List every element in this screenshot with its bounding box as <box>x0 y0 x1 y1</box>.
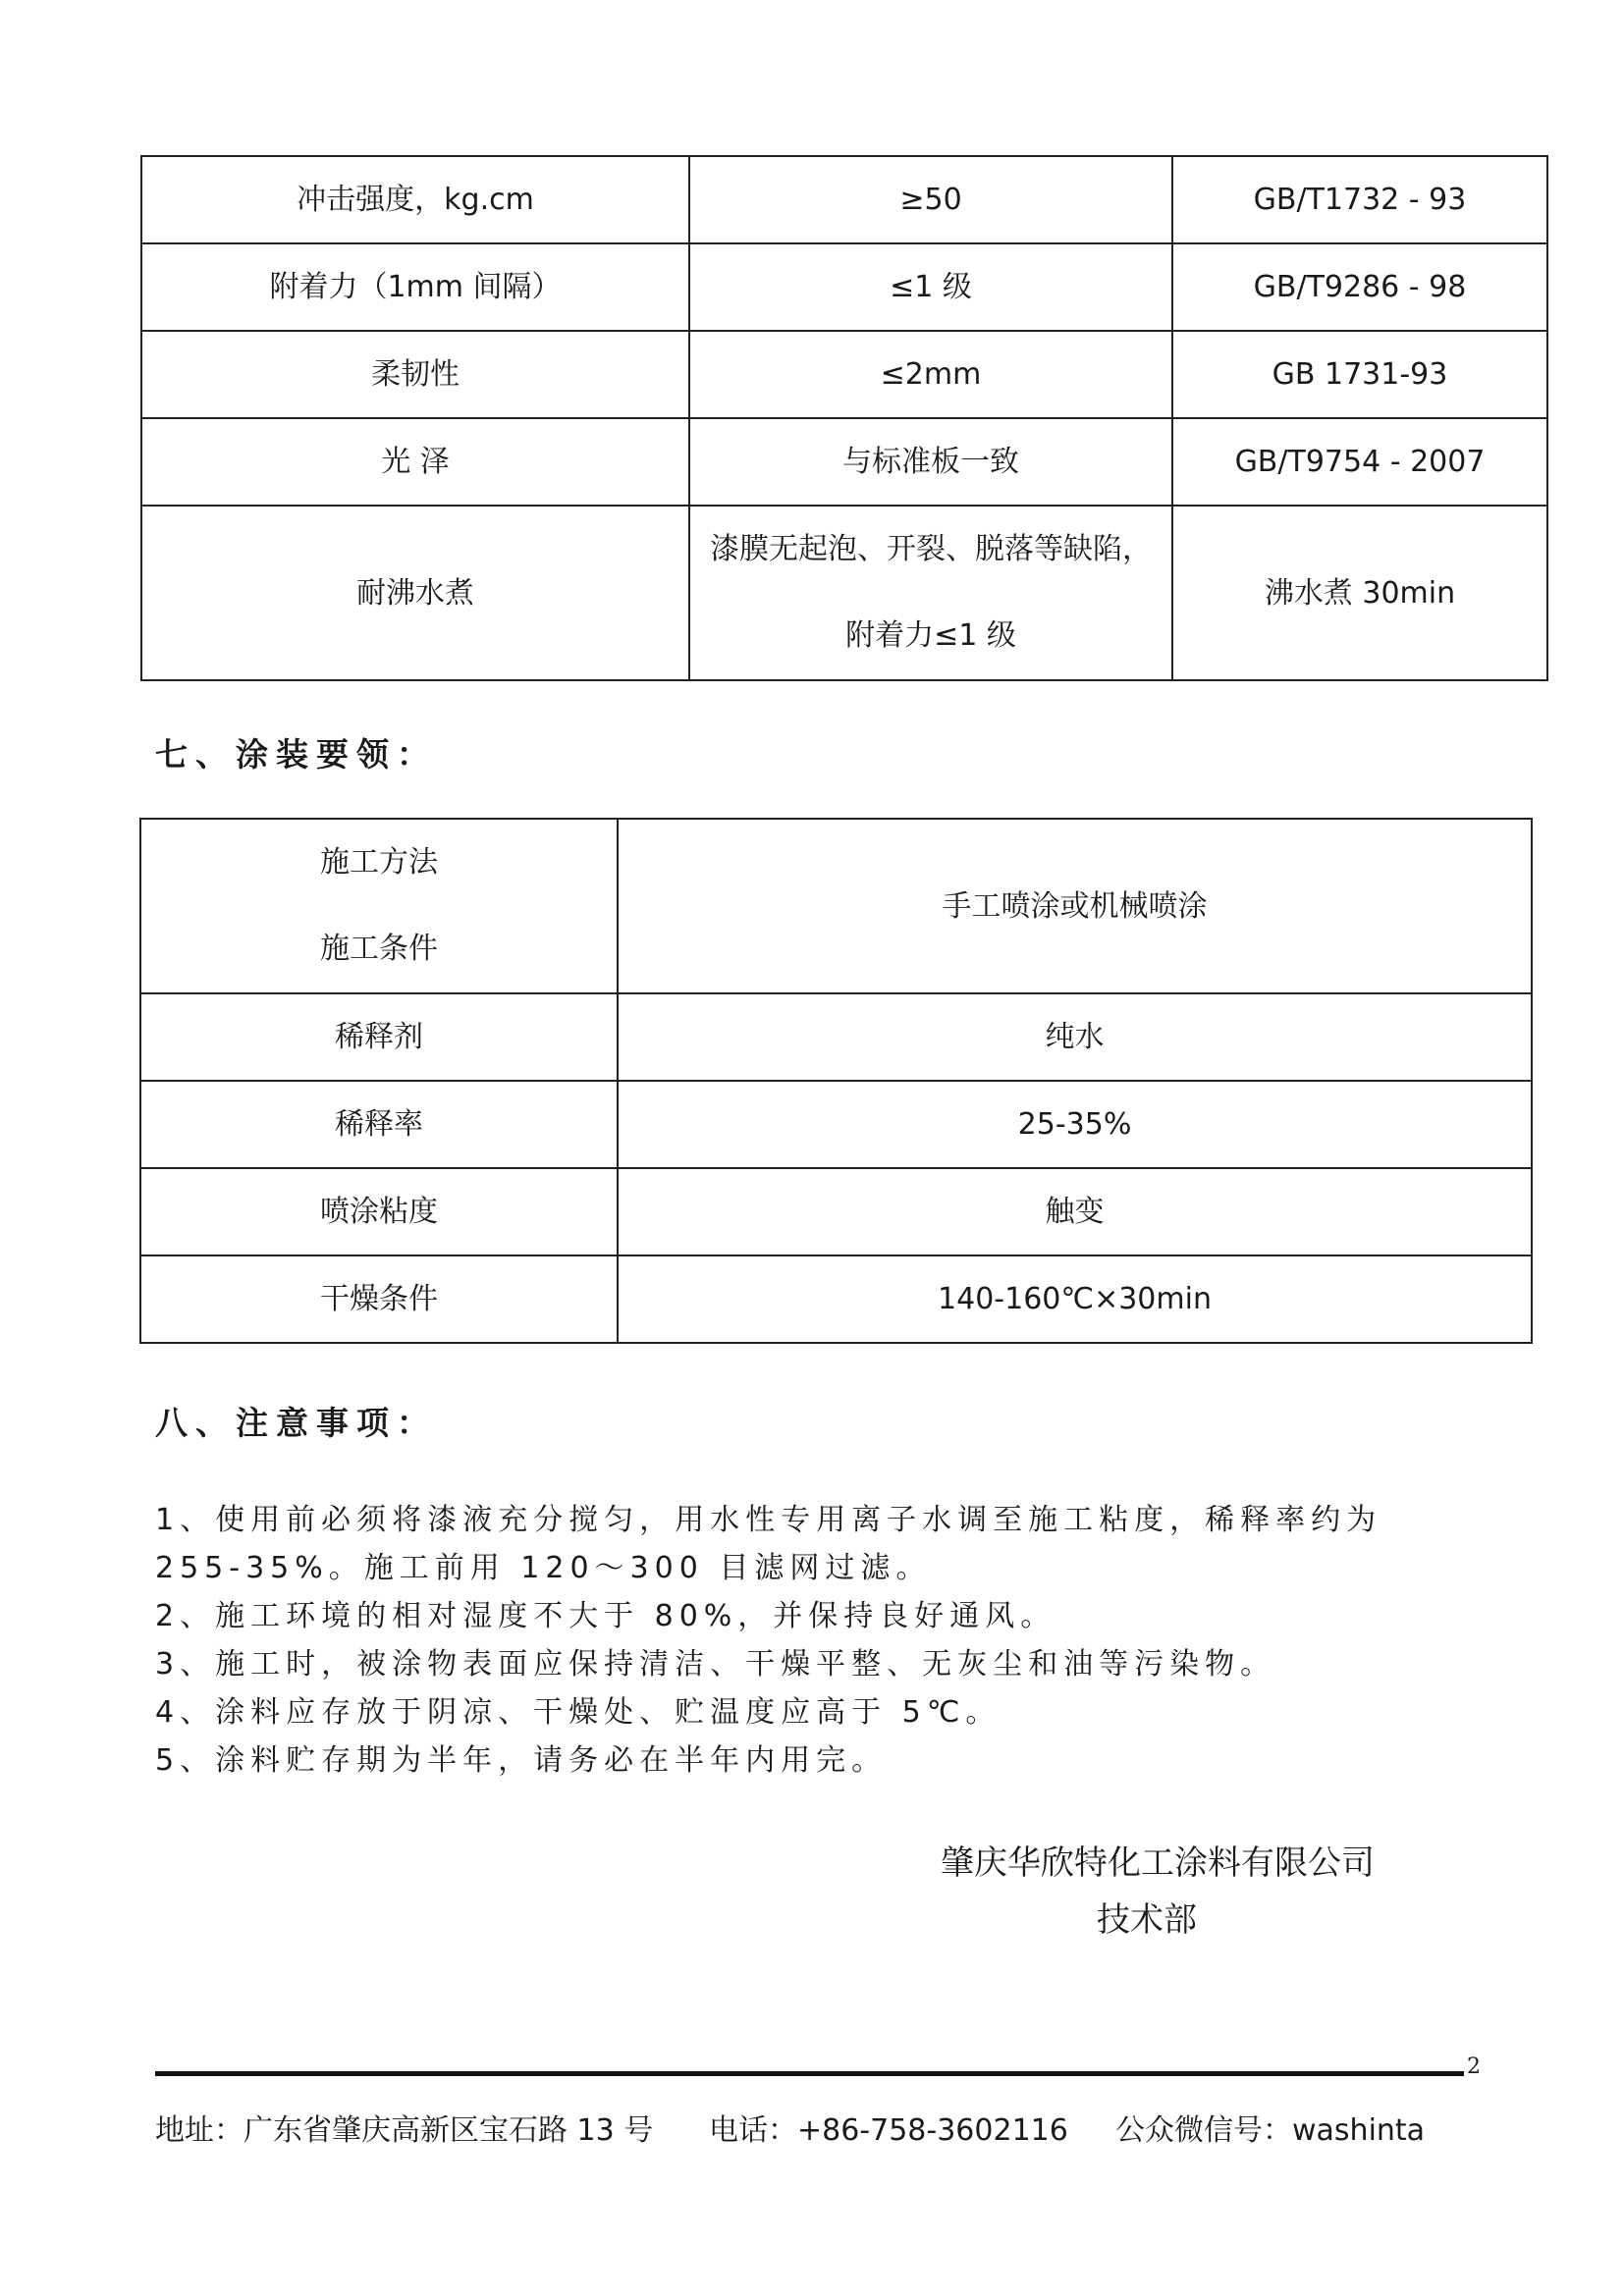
table-row <box>141 331 1547 418</box>
footer-wechat: 公众微信号：washinta <box>1115 2113 1426 2148</box>
table-row <box>140 1081 1532 1168</box>
table-cell-multiline <box>689 506 1172 680</box>
condition-label: 施工条件 <box>320 932 438 966</box>
table-cell: ≥50 <box>689 156 1172 243</box>
table-row <box>141 418 1547 506</box>
section-heading: 七、涂装要领： <box>155 735 437 774</box>
signature-company: 肇庆华欣特化工涂料有限公司 <box>941 1843 1375 1883</box>
requirement-line: 漆膜无起泡、开裂、脱落等缺陷， <box>710 532 1152 566</box>
requirement-line: 附着力≤1 级 <box>845 618 1016 653</box>
table-cell: 沸水煮 30min <box>1172 506 1547 680</box>
table-cell: 柔韧性 <box>141 331 689 418</box>
note-line: 4、涂料应存放于阴凉、干燥处、贮温度应高于 5℃。 <box>155 1695 1001 1730</box>
notes-list <box>155 1496 1471 1785</box>
table-cell: 纯水 <box>618 993 1532 1081</box>
note-line: 255-35%。施工前用 120～300 目滤网过滤。 <box>155 1551 932 1585</box>
table-cell: GB 1731-93 <box>1172 331 1547 418</box>
table-row <box>140 819 1532 993</box>
table-cell: 稀释率 <box>140 1081 618 1168</box>
table-cell: ≤2mm <box>689 331 1172 418</box>
table-cell: 与标准板一致 <box>689 418 1172 506</box>
table-row <box>141 156 1547 243</box>
section-heading: 八、注意事项： <box>155 1404 437 1442</box>
table-cell: 喷涂粘度 <box>140 1168 618 1255</box>
application-table <box>139 818 1533 1344</box>
method-label: 施工方法 <box>320 845 438 880</box>
footer-address: 地址：广东省肇庆高新区宝石路 13 号 <box>155 2113 654 2148</box>
footer-divider <box>155 2071 1464 2076</box>
note-line: 3、施工时，被涂物表面应保持清洁、干燥平整、无灰尘和油等污染物。 <box>155 1647 1276 1682</box>
note-line: 5、涂料贮存期为半年，请务必在半年内用完。 <box>155 1743 888 1778</box>
footer-phone: 电话：+86-758-3602116 <box>709 2113 1068 2148</box>
table-cell: 冲击强度，kg.cm <box>141 156 689 243</box>
table-cell: GB/T9286 - 98 <box>1172 243 1547 331</box>
signature-department: 技术部 <box>1097 1900 1197 1940</box>
table-cell: 手工喷涂或机械喷涂 <box>618 819 1532 993</box>
table-cell: 稀释剂 <box>140 993 618 1081</box>
table-row <box>140 1168 1532 1255</box>
table-cell: 140-160℃×30min <box>618 1255 1532 1343</box>
table-cell-multiline <box>140 819 618 993</box>
table-row <box>140 993 1532 1081</box>
table-row <box>141 243 1547 331</box>
table-row <box>141 506 1547 680</box>
performance-table <box>140 155 1548 681</box>
table-cell: 附着力（1mm 间隔） <box>141 243 689 331</box>
page-number: 2 <box>1467 2055 1481 2079</box>
table-cell: 干燥条件 <box>140 1255 618 1343</box>
note-line: 2、施工环境的相对湿度不大于 80%，并保持良好通风。 <box>155 1599 1056 1633</box>
note-line: 1、使用前必须将漆液充分搅匀，用水性专用离子水调至施工粘度，稀释率约为 <box>155 1503 1382 1537</box>
table-cell: 25-35% <box>618 1081 1532 1168</box>
table-cell: 光 泽 <box>141 418 689 506</box>
table-cell: GB/T9754 - 2007 <box>1172 418 1547 506</box>
table-cell: GB/T1732 - 93 <box>1172 156 1547 243</box>
table-row <box>140 1255 1532 1343</box>
table-cell: ≤1 级 <box>689 243 1172 331</box>
table-cell: 触变 <box>618 1168 1532 1255</box>
table-cell: 耐沸水煮 <box>141 506 689 680</box>
